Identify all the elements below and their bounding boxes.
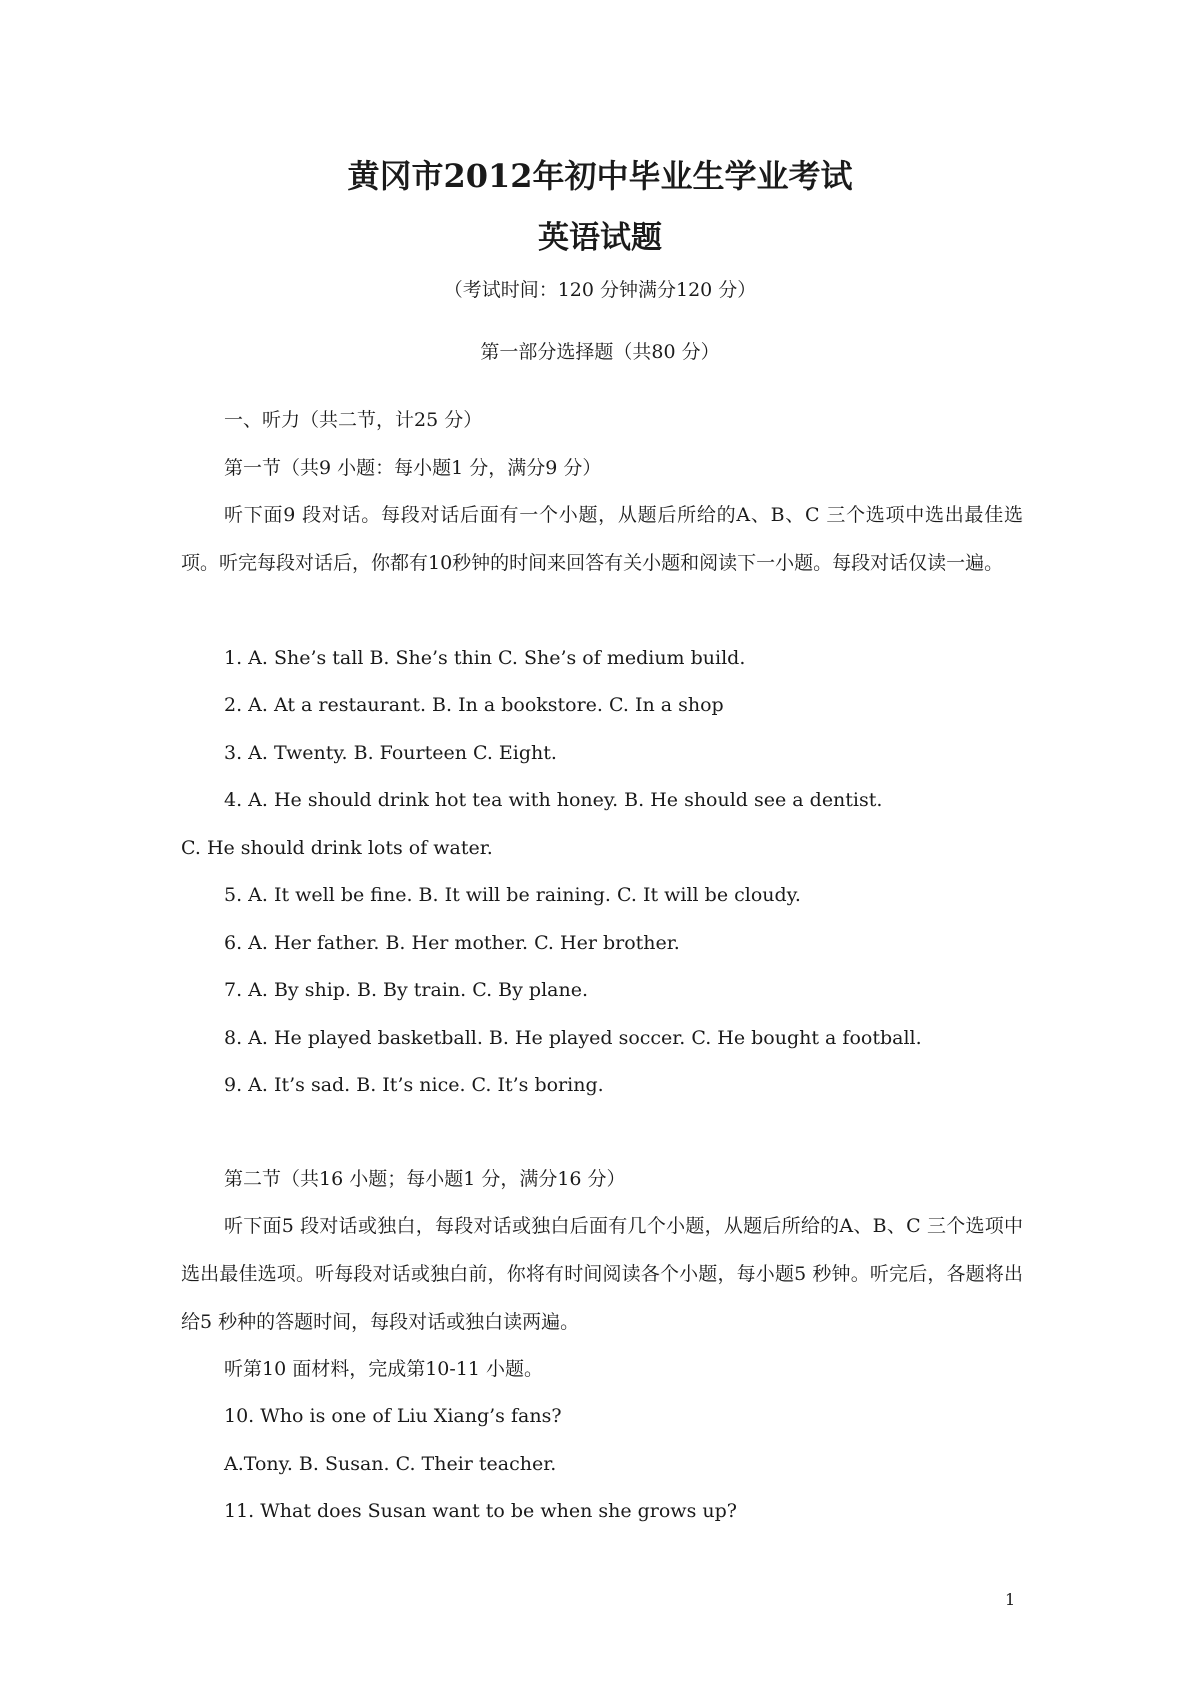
question-2: 2. A. At a restaurant. B. In a bookstore. C. In a shop xyxy=(224,694,724,716)
exam-title: 黄冈市2012年初中毕业生学业考试 xyxy=(347,157,853,195)
question-3: 3. A. Twenty. B. Fourteen C. Eight. xyxy=(224,742,557,764)
question-4: 4. A. He should drink hot tea with honey. B. He should see a dentist. xyxy=(224,789,883,811)
section1-instructions: 听下面9 段对话。每段对话后面有一个小题，从题后所给的A、B、C 三个选项中选出最佳选项。听完每段对话后，你都有10秒钟的时间来回答有关小题和阅读下一小题。每段对话仅读一遍。 xyxy=(181,504,1023,574)
question-6: 6. A. Her father. B. Her mother. C. Her brother. xyxy=(224,932,680,954)
question-8: 8. A. He played basketball. B. He played soccer. C. He bought a football. xyxy=(224,1027,922,1049)
page-number: 1 xyxy=(1005,1590,1016,1609)
question-11: 11. What does Susan want to be when she grows up? xyxy=(224,1500,737,1522)
question-10: 10. Who is one of Liu Xiang’s fans? xyxy=(224,1405,562,1427)
exam-info: （考试时间：120 分钟满分120 分） xyxy=(443,279,757,301)
listening-heading: 一、听力（共二节，计25 分） xyxy=(224,409,483,431)
exam-subtitle: 英语试题 xyxy=(538,220,662,256)
question-7: 7. A. By ship. B. By train. C. By plane. xyxy=(224,979,588,1001)
section1-heading: 第一节（共9 小题：每小题1 分，满分9 分） xyxy=(224,457,602,479)
section2-instructions: 听下面5 段对话或独白，每段对话或独白后面有几个小题，从题后所给的A、B、C 三个选项中选出最佳选项。听每段对话或独白前，你将有时间阅读各个小题，每小题5 秒钟。听完后，各题将出给5 秒种的答题时间，每段对话或独白读两遍。 xyxy=(181,1215,1023,1333)
question-5: 5. A. It well be fine. B. It will be raining. C. It will be cloudy. xyxy=(224,884,801,906)
question-9: 9. A. It’s sad. B. It’s nice. C. It’s boring. xyxy=(224,1074,604,1096)
material-instruction: 听第10 面材料，完成第10-11 小题。 xyxy=(224,1358,544,1380)
question-4-option-c: C. He should drink lots of water. xyxy=(181,837,493,859)
question-1: 1. A. She’s tall B. She’s thin C. She’s of medium build. xyxy=(224,647,746,669)
part-one-heading: 第一部分选择题（共80 分） xyxy=(480,341,720,363)
question-10-options: A.Tony. B. Susan. C. Their teacher. xyxy=(224,1453,557,1475)
section2-heading: 第二节（共16 小题；每小题1 分，满分16 分） xyxy=(224,1168,626,1190)
